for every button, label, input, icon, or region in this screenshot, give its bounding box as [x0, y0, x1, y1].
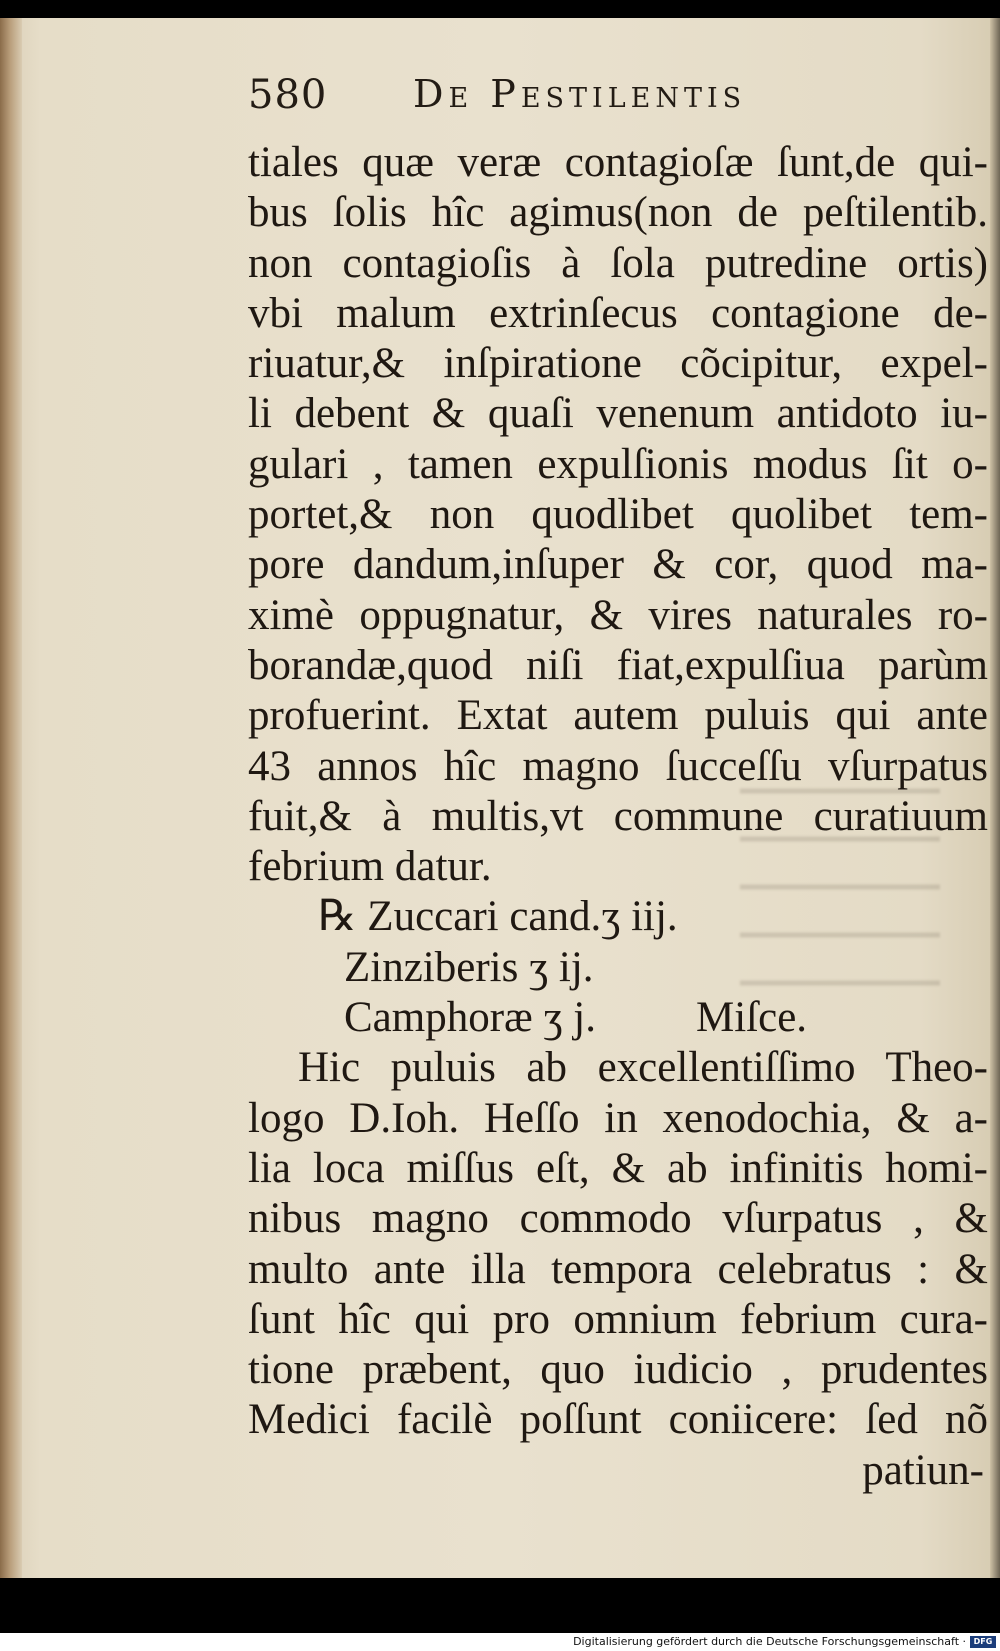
text-line: non contagioſis à ſola putredine ortis) — [248, 239, 988, 287]
recipe-ingredient: Zinziberis ʒ ij. — [344, 943, 594, 991]
text-line: ximè oppugnatur, & vires naturales ro- — [248, 591, 988, 639]
text-line: profuerint. Extat autem puluis qui ante — [248, 692, 988, 740]
text-line: Medici facilè poſſunt coniicere: ſed nõ — [248, 1396, 988, 1444]
page-outer-edge — [990, 18, 1000, 1578]
catchword: patiun- — [862, 1446, 984, 1494]
recipe-ingredient: Camphoræ ʒ j. — [344, 994, 596, 1042]
recipe-instruction: Miſce. — [696, 994, 808, 1042]
dfg-logo: DFG — [970, 1636, 996, 1648]
text-line: riuatur,& inſpiratione cõcipitur, expel- — [248, 340, 988, 388]
text-line: bus ſolis hîc agimus(non de peſtilentib. — [248, 189, 988, 237]
page-binding-edge — [0, 18, 22, 1578]
funding-credit: Digitalisierung gefördert durch die Deutsche Forschungsgemeinschaft · — [573, 1635, 966, 1648]
recipe-line — [248, 993, 988, 1043]
text-line: borandæ,quod niſi fiat,expulſiua parùm — [248, 641, 988, 689]
text-line: li debent & quaſi venenum antidoto iu- — [248, 390, 988, 438]
text-line: lia loca miſſus eſt, & ab infinitis homi- — [248, 1144, 988, 1192]
page-number: 580 — [248, 72, 328, 118]
digitization-footer — [0, 1633, 1000, 1651]
text-line: multo ante illa tempora celebratus : & — [248, 1245, 988, 1293]
recipe-ingredient: ℞ Zuccari cand.ʒ iij. — [318, 893, 678, 941]
text-line: febrium datur. — [248, 843, 492, 891]
text-line: logo D.Ioh. Heſſo in xenodochia, & a- — [248, 1094, 988, 1142]
text-line: pore dandum,inſuper & cor, quod ma- — [248, 541, 988, 589]
text-line: 43 annos hîc magno ſucceſſu vſurpatus — [248, 742, 988, 790]
main-text — [248, 138, 988, 1496]
text-line: nibus magno commodo vſurpatus , & — [248, 1195, 988, 1243]
text-line: tione præbent, quo iudicio , prudentes — [248, 1346, 988, 1394]
page-header — [248, 72, 888, 128]
recipe-line — [248, 943, 988, 993]
text-line: gulari , tamen expulſionis modus ſit o- — [248, 440, 988, 488]
text-line: fuit,& à multis,vt commune curatiuum — [248, 792, 988, 840]
text-line: Hic puluis ab excellentiſſimo Theo- — [298, 1044, 988, 1092]
text-line: vbi malum extrinſecus contagione de- — [248, 289, 988, 337]
text-line: ſunt hîc qui pro omnium febrium cura- — [248, 1295, 988, 1343]
text-line: portet,& non quodlibet quolibet tem- — [248, 491, 988, 539]
running-title: De Pestilentis — [413, 72, 747, 116]
text-line: tiales quæ veræ contagioſæ ſunt,de qui- — [248, 139, 988, 186]
recipe-line — [248, 892, 988, 942]
